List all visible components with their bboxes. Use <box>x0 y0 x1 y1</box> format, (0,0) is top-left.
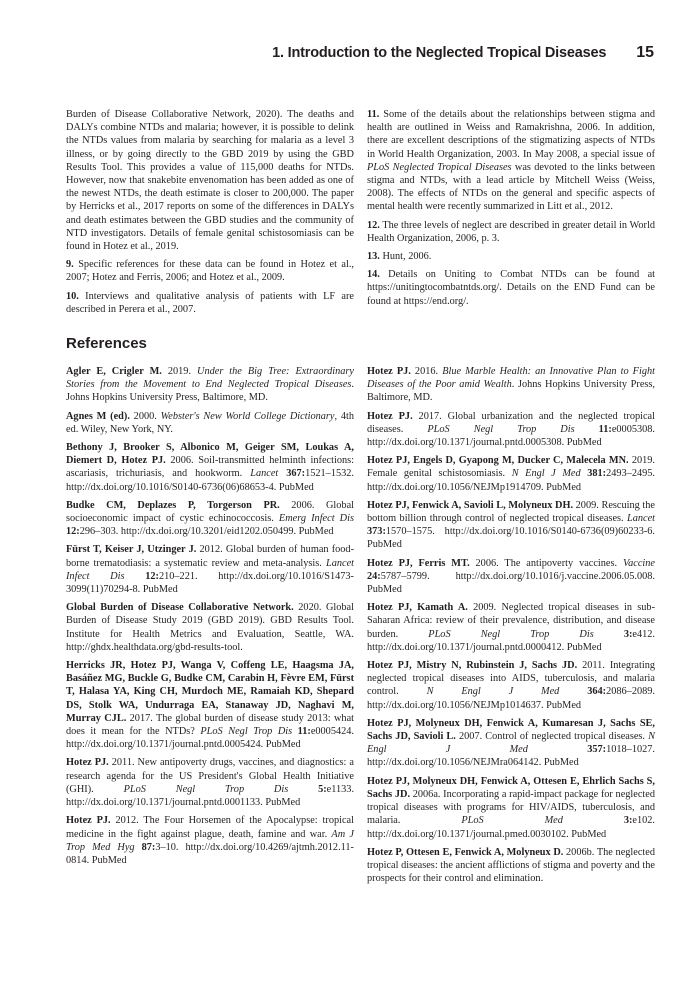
endnote-number: 12. <box>367 219 380 231</box>
reference-text: e102. http://dx.doi.org/10.1371/journal.pmed.0030102. PubMed <box>367 815 655 840</box>
endnote <box>66 108 354 253</box>
reference-text: 2009. Rescuing the bottom billion through control of neglected tropical diseases. <box>367 499 655 525</box>
reference-volume: 3: <box>593 628 633 640</box>
running-header <box>272 40 654 66</box>
endnote <box>367 250 655 263</box>
reference-volume: 24: <box>367 570 381 582</box>
references-column-right <box>367 365 655 890</box>
reference-volume: 357: <box>527 744 607 756</box>
reference-source: Am J Trop Med Hyg <box>66 828 354 853</box>
endnote <box>367 268 655 308</box>
endnote-number: 10. <box>66 290 79 302</box>
reference-text: 210–221. http://dx.doi.org/10.1016/S1473-3099(11)70294-8. PubMed <box>66 570 354 596</box>
reference-volume: 3: <box>562 815 633 827</box>
reference-text: 2006b. The neglected tropical diseases: the ancient afflictions of stigma and poverty and the prospects for their control and elimination. <box>367 846 656 885</box>
reference-volume: 5: <box>288 783 327 795</box>
reference-entry <box>367 410 655 450</box>
reference-authors: Bethony J, Brooker S, Albonico M, Geiger SM, Loukas A, Diemert D, Hotez PJ. <box>66 442 354 467</box>
reference-text: e1133. http://dx.doi.org/10.1371/journal.pntd.0001133. PubMed <box>66 783 355 809</box>
reference-source: Webster's New World College Dictionary <box>160 410 335 422</box>
reference-entry <box>367 775 655 841</box>
reference-text: 1018–1027. http://dx.doi.org/10.1056/NEJMra064142. PubMed <box>367 744 655 769</box>
reference-source: N Engl J Med <box>367 731 655 756</box>
reference-source: PLoS Negl Trop Dis <box>427 423 575 435</box>
reference-entry <box>367 454 655 494</box>
reference-authors: Global Burden of Disease Collaborative Network. <box>66 602 294 614</box>
reference-authors: Hotez PJ, Molyneux DH, Fenwick A, Kumaresan J, Sachs SE, Sachs JD, Savioli L. <box>367 717 655 743</box>
endnote <box>367 108 655 214</box>
reference-text: 2007. Control of neglected tropical diseases. <box>455 731 649 743</box>
reference-volume: 367: <box>278 468 306 480</box>
reference-text: e412. http://dx.doi.org/10.1371/journal.pntd.0000412. PubMed <box>367 628 656 653</box>
reference-source: PLoS Negl Trop Dis <box>200 726 293 738</box>
reference-authors: Hotez PJ. <box>66 815 111 827</box>
reference-source: PLoS Negl Trop Dis <box>123 783 289 795</box>
endnote-text: Interviews and qualitative analysis of patients with LF are described in Perera et al., 2007. <box>66 290 354 315</box>
endnote <box>66 258 354 284</box>
reference-source: PLoS Negl Trop Dis <box>428 628 594 640</box>
reference-authors: Herricks JR, Hotez PJ, Wanga V, Coffeng LE, Haagsma JA, Basáñez MG, Buckle G, Budke CM, Carabin H, Fèvre EM, Fürst T, Halasa YA, King CH, Murdoch ME, Ramaiah KD, Shepard DS, Stolk WA, Undurraga EA, Stanaway JD, Naghavi M, Murray CJL. <box>66 660 354 724</box>
reference-text: 5787–5799. http://dx.doi.org/10.1016/j.vaccine.2006.05.008. PubMed <box>367 570 655 596</box>
reference-text: e0005308. http://dx.doi.org/10.1371/journal.pntd.0005308. PubMed <box>367 423 656 449</box>
notes-column-left <box>66 108 354 321</box>
endnote-text: Details on Uniting to Combat NTDs can be found at https://unitingtocombatntds.org/. Details on the END Fund can be found at https://end.org/. <box>367 269 655 307</box>
reference-text: 2020. Global Burden of Disease Study 2019 (GBD 2019). GBD Results Tool. Institute for Health Metrics and Evaluation, Seattle, WA. http://ghdx.healthdata.org/gbd-results-tool. <box>66 602 354 653</box>
reference-authors: Hotez PJ, Molyneux DH, Fenwick A, Ottesen E, Ehrlich Sachs S, Sachs JD. <box>367 775 655 800</box>
endnote-text: Some of the details about the relationships between stigma and health are outlined in Weiss and Ramakrishna, 2006. In addition, there are excellent descriptions of the stigmatizing aspects of NTDs in World Health Organization, 2003. In May 2008, a special issue of <box>367 109 655 160</box>
reference-authors: Hotez PJ, Mistry N, Rubinstein J, Sachs JD. <box>367 660 578 672</box>
reference-source: Lancet <box>626 513 655 525</box>
reference-entry <box>367 365 655 405</box>
reference-volume: 364: <box>559 686 607 698</box>
endnote-text: Hunt, 2006. <box>382 251 432 263</box>
reference-text: . Johns Hopkins University Press, Baltimore, MD. <box>66 379 354 404</box>
reference-authors: Hotez PJ. <box>367 366 411 377</box>
reference-text: 2493–2495. http://dx.doi.org/10.1056/NEJMp1914709. PubMed <box>367 468 656 493</box>
reference-text: e0005424. http://dx.doi.org/10.1371/journal.pntd.0005424. PubMed <box>66 726 354 751</box>
reference-text: 2011. New antipoverty drugs, vaccines, and diagnostics: a research agenda for the US President's Global Health Initiative (GHI). <box>66 757 354 795</box>
endnote-number: 9. <box>66 259 74 271</box>
reference-text: . Johns Hopkins University Press, Baltimore, MD. <box>367 379 656 404</box>
endnote-number: 14. <box>367 269 380 281</box>
endnote-number: 13. <box>367 251 380 263</box>
chapter-title: 1. Introduction to the Neglected Tropical Diseases <box>272 45 607 61</box>
reference-volume: 87: <box>134 841 156 853</box>
reference-text: 2006. Global socioeconomic impact of cystic echinococcosis. <box>66 499 355 525</box>
reference-text: 2006. Soil-transmitted helminth infections: ascariasis, trichuriasis, and hookworm. <box>66 455 354 480</box>
reference-authors: Budke CM, Deplazes P, Torgerson PR. <box>66 499 280 511</box>
reference-entry <box>66 659 354 751</box>
reference-source: Vaccine <box>622 557 655 569</box>
reference-source: Lancet <box>250 468 279 480</box>
reference-source: Under the Big Tree: Extraordinary Stories from the Movement to End Neglected Tropical Diseases <box>66 366 354 391</box>
reference-volume: 11: <box>574 423 612 435</box>
endnote-text: Burden of Disease Collaborative Network, 2020). The deaths and DALYs combine NTDs and malaria; however, it is possible to delink the NTDs values from malaria by searching for malaria as a level 3 illness, or by going directly to the GBD 2019 by using the GBD Results Tool. This provides a value of 115,000 deaths for NTDs. However, now that snakebite envenomation has been added as one of the newest NTDs, the death estimate is closer to 200,000. The paper by Herricks et al., 2017 reports on some of the differences in DALYs and death estimates between the GBD studies and the community of NTD investigators. Details of female genital schistosomiasis can be found in Hotez et al., 2019. <box>66 109 354 253</box>
reference-entry <box>66 410 354 436</box>
reference-volume: 381: <box>580 468 607 480</box>
reference-entry <box>66 601 354 654</box>
reference-text: 2000. <box>129 410 161 422</box>
references-column-left <box>66 365 354 872</box>
reference-text: 2017. Global urbanization and the neglected tropical diseases. <box>367 410 655 435</box>
reference-entry <box>66 365 354 405</box>
reference-text: 2016. <box>410 366 443 377</box>
reference-volume: 373: <box>367 526 386 538</box>
reference-entry <box>66 441 354 494</box>
reference-source: Blue Marble Health: an Innovative Plan to Fight Diseases of the Poor amid Wealth <box>367 366 655 391</box>
reference-text: 296–303. http://dx.doi.org/10.3201/eid1202.050499. PubMed <box>79 526 334 538</box>
reference-authors: Agnes M (ed). <box>66 410 130 422</box>
reference-entry <box>66 814 354 867</box>
reference-entry <box>367 601 655 654</box>
endnote <box>66 290 354 316</box>
reference-entry <box>367 557 655 597</box>
reference-volume: 11: <box>292 726 311 738</box>
reference-authors: Fürst T, Keiser J, Utzinger J. <box>66 544 197 556</box>
reference-entry <box>66 543 354 596</box>
references-heading: References <box>66 335 147 352</box>
reference-text: 2009. Neglected tropical diseases in sub-Saharan Africa: review of their prevalence, distribution, and disease burden. <box>367 602 655 640</box>
reference-entry <box>66 756 354 809</box>
reference-authors: Hotez PJ, Ferris MT. <box>367 557 470 569</box>
reference-authors: Hotez PJ. <box>367 410 413 422</box>
reference-volume: 12: <box>66 526 80 538</box>
reference-volume: 12: <box>124 570 159 582</box>
reference-entry <box>367 717 655 770</box>
reference-authors: Hotez PJ, Kamath A. <box>367 602 468 614</box>
endnote-text: The three levels of neglect are described in greater detail in World Health Organization, 2006, p. 3. <box>367 219 655 244</box>
reference-source: Lancet Infect Dis <box>66 557 354 582</box>
reference-text: 2019. <box>161 366 198 377</box>
reference-text: 3–10. http://dx.doi.org/10.4269/ajtmh.2012.11-0814. PubMed <box>66 841 354 866</box>
reference-text: , 4th ed. Wiley, New York, NY. <box>66 410 354 435</box>
endnote-italic: PLoS Neglected Tropical Diseases <box>367 161 512 173</box>
reference-text: 2011. Integrating neglected tropical diseases into AIDS, tuberculosis, and malaria control. <box>367 660 656 698</box>
reference-text: 2019. Female genital schistosomiasis. <box>367 455 655 480</box>
reference-authors: Hotez PJ, Engels D, Gyapong M, Ducker C, Malecela MN. <box>367 455 629 467</box>
reference-entry <box>367 846 655 886</box>
reference-entry <box>367 659 655 712</box>
reference-authors: Hotez PJ, Fenwick A, Savioli L, Molyneux DH. <box>367 499 574 511</box>
reference-source: Emerg Infect Dis <box>278 513 354 525</box>
reference-text: 2006. The antipoverty vaccines. <box>469 557 623 569</box>
reference-text: 2012. Global burden of human food-borne trematodiasis: a systematic review and meta-analysis. <box>66 544 355 569</box>
reference-text: 2012. The Four Horsemen of the Apocalypse: tropical medicine in the fight against plague, death, famine and war. <box>66 815 354 840</box>
notes-column-right <box>367 108 655 313</box>
endnote-text: Specific references for these data can be found in Hotez et al., 2007; Hotez and Ferris, 2006; and Hotez et al., 2009. <box>66 259 355 284</box>
reference-text: 2006a. Incorporating a rapid-impact package for neglected tropical diseases with programs for HIV/AIDS, tuberculosis, and malaria. <box>367 788 655 827</box>
reference-source: N Engl J Med <box>511 468 581 480</box>
endnote <box>367 219 655 245</box>
endnote-text: was devoted to the links between stigma and NTDs, with a lead article by Mitchell Weiss (Weiss, 2008). The effects of NTDs on the general and specific aspects of mental health were recently summarized in Litt et al., 2012. <box>367 161 655 213</box>
reference-text: 1521–1532. http://dx.doi.org/10.1016/S0140-6736(06)68653-4. PubMed <box>66 468 354 493</box>
reference-text: 2086–2089. http://dx.doi.org/10.1056/NEJMp1014637. PubMed <box>367 686 655 711</box>
reference-entry <box>367 499 655 552</box>
reference-source: N Engl J Med <box>426 686 560 698</box>
reference-text: 1570–1575. http://dx.doi.org/10.1016/S0140-6736(09)60233-6. PubMed <box>367 526 655 551</box>
reference-source: PLoS Med <box>461 815 563 827</box>
reference-text: 2017. The global burden of disease study 2013: what does it mean for the NTDs? <box>66 712 354 738</box>
reference-entry <box>66 499 354 539</box>
endnote-number: 11. <box>367 109 380 120</box>
reference-authors: Hotez PJ. <box>66 757 109 769</box>
reference-authors: Hotez P, Ottesen E, Fenwick A, Molyneux D. <box>367 846 564 858</box>
reference-authors: Agler E, Crigler M. <box>66 366 162 377</box>
page-number: 15 <box>636 44 654 61</box>
